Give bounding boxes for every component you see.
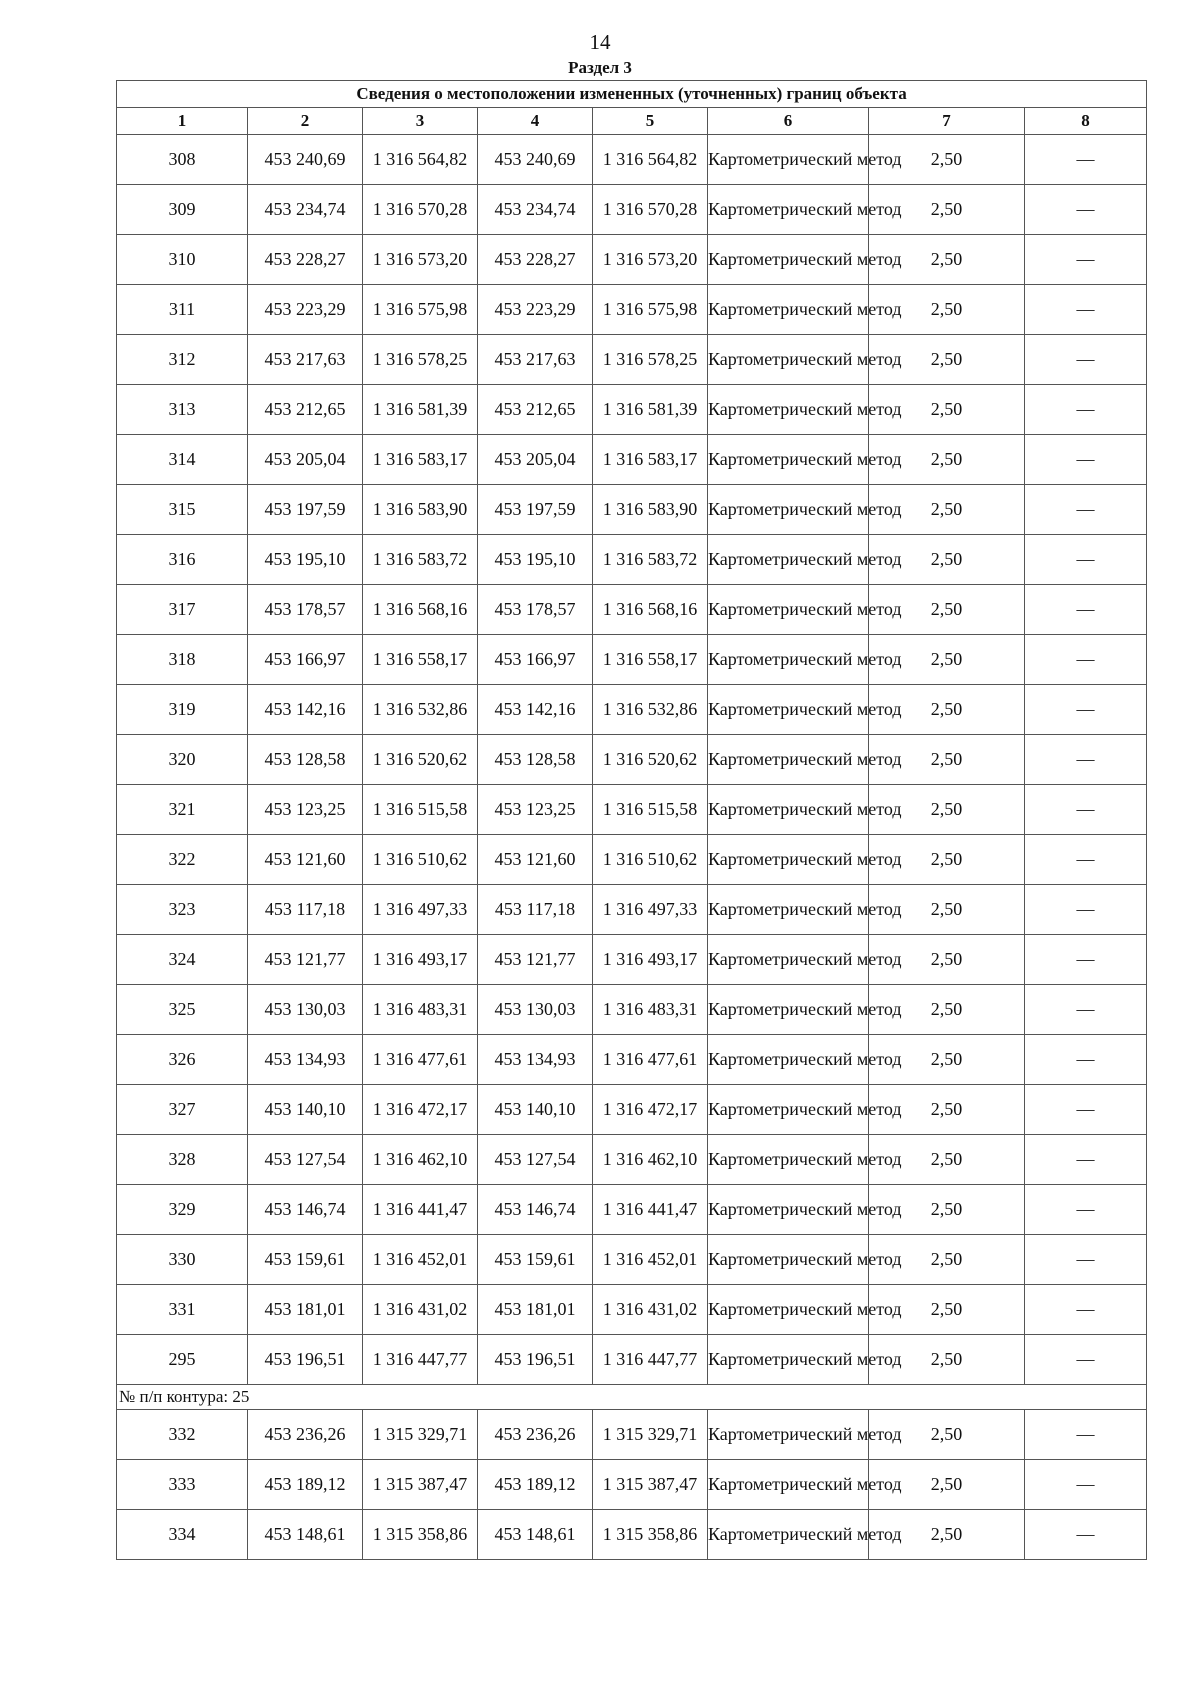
point-number-cell: 327 [117,1085,248,1135]
y-new-cell: 1 316 477,61 [593,1035,708,1085]
x-new-cell: 453 123,25 [478,785,593,835]
method-cell: Картометрический метод [708,285,869,335]
precision-cell: 2,50 [869,735,1025,785]
y-existing-cell: 1 316 472,17 [363,1085,478,1135]
x-new-cell: 453 127,54 [478,1135,593,1185]
column-number: 3 [363,108,478,135]
x-existing-cell: 453 146,74 [248,1185,363,1235]
x-existing-cell: 453 240,69 [248,135,363,185]
section-title: Раздел 3 [568,58,632,77]
x-existing-cell: 453 130,03 [248,985,363,1035]
point-number-cell: 318 [117,635,248,685]
precision-cell: 2,50 [869,335,1025,385]
precision-cell: 2,50 [869,385,1025,435]
method-cell: Картометрический метод [708,1285,869,1335]
x-existing-cell: 453 212,65 [248,385,363,435]
page-number: 14 [589,30,611,54]
x-existing-cell: 453 236,26 [248,1410,363,1460]
method-cell: Картометрический метод [708,885,869,935]
method-cell: Картометрический метод [708,1510,869,1560]
precision-cell: 2,50 [869,1035,1025,1085]
y-new-cell: 1 316 564,82 [593,135,708,185]
note-cell: — [1025,485,1147,535]
note-cell: — [1025,1285,1147,1335]
point-number-cell: 322 [117,835,248,885]
table-row [117,1185,1147,1235]
y-existing-cell: 1 316 477,61 [363,1035,478,1085]
x-existing-cell: 453 121,60 [248,835,363,885]
x-existing-cell: 453 142,16 [248,685,363,735]
y-existing-cell: 1 316 558,17 [363,635,478,685]
point-number-cell: 308 [117,135,248,185]
precision-cell: 2,50 [869,685,1025,735]
y-existing-cell: 1 316 497,33 [363,885,478,935]
y-existing-cell: 1 316 515,58 [363,785,478,835]
table-row [117,1410,1147,1460]
note-cell: — [1025,335,1147,385]
x-new-cell: 453 166,97 [478,635,593,685]
y-existing-cell: 1 316 441,47 [363,1185,478,1235]
x-new-cell: 453 240,69 [478,135,593,185]
x-new-cell: 453 189,12 [478,1460,593,1510]
point-number-cell: 311 [117,285,248,335]
method-cell: Картометрический метод [708,135,869,185]
method-cell: Картометрический метод [708,535,869,585]
point-number-cell: 332 [117,1410,248,1460]
method-cell: Картометрический метод [708,1085,869,1135]
point-number-cell: 313 [117,385,248,435]
table-row [117,385,1147,435]
method-cell: Картометрический метод [708,235,869,285]
x-new-cell: 453 236,26 [478,1410,593,1460]
point-number-cell: 329 [117,1185,248,1235]
y-new-cell: 1 316 578,25 [593,335,708,385]
y-new-cell: 1 316 441,47 [593,1185,708,1235]
note-cell: — [1025,735,1147,785]
point-number-cell: 326 [117,1035,248,1085]
note-cell: — [1025,535,1147,585]
method-cell: Картометрический метод [708,185,869,235]
x-new-cell: 453 117,18 [478,885,593,935]
x-existing-cell: 453 159,61 [248,1235,363,1285]
y-existing-cell: 1 316 573,20 [363,235,478,285]
y-existing-cell: 1 316 462,10 [363,1135,478,1185]
column-number: 4 [478,108,593,135]
y-new-cell: 1 316 452,01 [593,1235,708,1285]
precision-cell: 2,50 [869,585,1025,635]
method-cell: Картометрический метод [708,935,869,985]
x-existing-cell: 453 189,12 [248,1460,363,1510]
x-new-cell: 453 197,59 [478,485,593,535]
x-existing-cell: 453 121,77 [248,935,363,985]
method-cell: Картометрический метод [708,335,869,385]
table-row [117,735,1147,785]
method-cell: Картометрический метод [708,1185,869,1235]
contour-row [117,1385,1147,1410]
point-number-cell: 333 [117,1460,248,1510]
note-cell: — [1025,435,1147,485]
x-existing-cell: 453 223,29 [248,285,363,335]
point-number-cell: 310 [117,235,248,285]
table-row [117,135,1147,185]
table-body [117,135,1147,1560]
note-cell: — [1025,1085,1147,1135]
precision-cell: 2,50 [869,985,1025,1035]
x-existing-cell: 453 127,54 [248,1135,363,1185]
y-new-cell: 1 316 581,39 [593,385,708,435]
y-new-cell: 1 316 462,10 [593,1135,708,1185]
y-new-cell: 1 316 532,86 [593,685,708,735]
note-cell: — [1025,885,1147,935]
y-new-cell: 1 316 575,98 [593,285,708,335]
table-row [117,435,1147,485]
x-existing-cell: 453 134,93 [248,1035,363,1085]
point-number-cell: 309 [117,185,248,235]
y-new-cell: 1 316 510,62 [593,835,708,885]
note-cell: — [1025,685,1147,735]
y-new-cell: 1 316 493,17 [593,935,708,985]
precision-cell: 2,50 [869,1185,1025,1235]
note-cell: — [1025,835,1147,885]
y-new-cell: 1 316 431,02 [593,1285,708,1335]
point-number-cell: 328 [117,1135,248,1185]
x-new-cell: 453 130,03 [478,985,593,1035]
table-row [117,1460,1147,1510]
y-existing-cell: 1 316 581,39 [363,385,478,435]
point-number-cell: 295 [117,1335,248,1385]
column-number: 1 [117,108,248,135]
table-row [117,485,1147,535]
x-existing-cell: 453 217,63 [248,335,363,385]
y-new-cell: 1 316 447,77 [593,1335,708,1385]
note-cell: — [1025,1235,1147,1285]
x-existing-cell: 453 228,27 [248,235,363,285]
method-cell: Картометрический метод [708,1135,869,1185]
precision-cell: 2,50 [869,135,1025,185]
point-number-cell: 320 [117,735,248,785]
y-new-cell: 1 316 515,58 [593,785,708,835]
x-new-cell: 453 181,01 [478,1285,593,1335]
table-row [117,635,1147,685]
table-row [117,235,1147,285]
point-number-cell: 315 [117,485,248,535]
note-cell: — [1025,1185,1147,1235]
y-existing-cell: 1 316 431,02 [363,1285,478,1335]
precision-cell: 2,50 [869,1510,1025,1560]
table-caption: Сведения о местоположении измененных (уточненных) границ объекта [117,81,1147,108]
method-cell: Картометрический метод [708,1335,869,1385]
y-new-cell: 1 316 583,90 [593,485,708,535]
y-existing-cell: 1 316 583,90 [363,485,478,535]
precision-cell: 2,50 [869,1335,1025,1385]
x-new-cell: 453 134,93 [478,1035,593,1085]
x-new-cell: 453 128,58 [478,735,593,785]
method-cell: Картометрический метод [708,985,869,1035]
note-cell: — [1025,1135,1147,1185]
x-existing-cell: 453 181,01 [248,1285,363,1335]
point-number-cell: 331 [117,1285,248,1335]
x-existing-cell: 453 123,25 [248,785,363,835]
column-number: 8 [1025,108,1147,135]
note-cell: — [1025,285,1147,335]
y-existing-cell: 1 316 493,17 [363,935,478,985]
x-new-cell: 453 121,77 [478,935,593,985]
table-row [117,685,1147,735]
x-new-cell: 453 121,60 [478,835,593,885]
point-number-cell: 316 [117,535,248,585]
method-cell: Картометрический метод [708,485,869,535]
precision-cell: 2,50 [869,285,1025,335]
y-new-cell: 1 316 568,16 [593,585,708,635]
x-new-cell: 453 196,51 [478,1335,593,1385]
note-cell: — [1025,1510,1147,1560]
y-new-cell: 1 315 387,47 [593,1460,708,1510]
precision-cell: 2,50 [869,1460,1025,1510]
y-existing-cell: 1 316 570,28 [363,185,478,235]
x-existing-cell: 453 195,10 [248,535,363,585]
point-number-cell: 334 [117,1510,248,1560]
method-cell: Картометрический метод [708,635,869,685]
y-existing-cell: 1 316 583,17 [363,435,478,485]
x-new-cell: 453 140,10 [478,1085,593,1135]
precision-cell: 2,50 [869,635,1025,685]
precision-cell: 2,50 [869,935,1025,985]
precision-cell: 2,50 [869,885,1025,935]
table-row [117,1285,1147,1335]
method-cell: Картометрический метод [708,785,869,835]
precision-cell: 2,50 [869,785,1025,835]
column-number: 7 [869,108,1025,135]
precision-cell: 2,50 [869,235,1025,285]
y-existing-cell: 1 316 578,25 [363,335,478,385]
point-number-cell: 324 [117,935,248,985]
note-cell: — [1025,1035,1147,1085]
method-cell: Картометрический метод [708,1235,869,1285]
y-existing-cell: 1 316 483,31 [363,985,478,1035]
method-cell: Картометрический метод [708,385,869,435]
y-existing-cell: 1 316 583,72 [363,535,478,585]
boundary-coordinates-table [116,80,1147,1560]
table-row [117,1035,1147,1085]
contour-label: № п/п контура: 25 [117,1385,1147,1410]
note-cell: — [1025,235,1147,285]
column-number: 5 [593,108,708,135]
y-new-cell: 1 316 472,17 [593,1085,708,1135]
y-existing-cell: 1 316 452,01 [363,1235,478,1285]
point-number-cell: 325 [117,985,248,1035]
note-cell: — [1025,1410,1147,1460]
table-row [117,835,1147,885]
table-row [117,285,1147,335]
method-cell: Картометрический метод [708,835,869,885]
note-cell: — [1025,935,1147,985]
x-existing-cell: 453 196,51 [248,1335,363,1385]
y-existing-cell: 1 316 520,62 [363,735,478,785]
x-new-cell: 453 217,63 [478,335,593,385]
x-new-cell: 453 223,29 [478,285,593,335]
y-new-cell: 1 316 483,31 [593,985,708,1035]
precision-cell: 2,50 [869,1135,1025,1185]
method-cell: Картометрический метод [708,735,869,785]
note-cell: — [1025,785,1147,835]
x-existing-cell: 453 117,18 [248,885,363,935]
table-row [117,785,1147,835]
y-new-cell: 1 316 520,62 [593,735,708,785]
x-existing-cell: 453 128,58 [248,735,363,785]
method-cell: Картометрический метод [708,585,869,635]
table-row [117,1085,1147,1135]
y-existing-cell: 1 315 358,86 [363,1510,478,1560]
precision-cell: 2,50 [869,435,1025,485]
table-row [117,585,1147,635]
precision-cell: 2,50 [869,1285,1025,1335]
y-existing-cell: 1 316 564,82 [363,135,478,185]
table-row [117,1135,1147,1185]
column-number: 6 [708,108,869,135]
note-cell: — [1025,185,1147,235]
note-cell: — [1025,135,1147,185]
y-new-cell: 1 316 558,17 [593,635,708,685]
table-row [117,535,1147,585]
x-new-cell: 453 195,10 [478,535,593,585]
precision-cell: 2,50 [869,485,1025,535]
y-new-cell: 1 316 583,72 [593,535,708,585]
x-new-cell: 453 228,27 [478,235,593,285]
table-row [117,885,1147,935]
method-cell: Картометрический метод [708,1035,869,1085]
note-cell: — [1025,985,1147,1035]
method-cell: Картометрический метод [708,685,869,735]
table-row [117,985,1147,1035]
method-cell: Картометрический метод [708,435,869,485]
y-new-cell: 1 316 497,33 [593,885,708,935]
point-number-cell: 312 [117,335,248,385]
x-existing-cell: 453 140,10 [248,1085,363,1135]
precision-cell: 2,50 [869,1085,1025,1135]
table-row [117,1510,1147,1560]
table-row [117,935,1147,985]
x-new-cell: 453 205,04 [478,435,593,485]
x-new-cell: 453 142,16 [478,685,593,735]
point-number-cell: 317 [117,585,248,635]
point-number-cell: 321 [117,785,248,835]
point-number-cell: 323 [117,885,248,935]
precision-cell: 2,50 [869,1235,1025,1285]
y-existing-cell: 1 315 329,71 [363,1410,478,1460]
x-existing-cell: 453 166,97 [248,635,363,685]
x-new-cell: 453 234,74 [478,185,593,235]
column-number: 2 [248,108,363,135]
x-new-cell: 453 148,61 [478,1510,593,1560]
y-new-cell: 1 315 358,86 [593,1510,708,1560]
y-new-cell: 1 316 583,17 [593,435,708,485]
y-existing-cell: 1 315 387,47 [363,1460,478,1510]
x-new-cell: 453 212,65 [478,385,593,435]
x-existing-cell: 453 197,59 [248,485,363,535]
y-existing-cell: 1 316 575,98 [363,285,478,335]
x-existing-cell: 453 178,57 [248,585,363,635]
y-new-cell: 1 315 329,71 [593,1410,708,1460]
method-cell: Картометрический метод [708,1410,869,1460]
x-new-cell: 453 159,61 [478,1235,593,1285]
precision-cell: 2,50 [869,185,1025,235]
note-cell: — [1025,1335,1147,1385]
column-number-row [117,108,1147,135]
precision-cell: 2,50 [869,1410,1025,1460]
point-number-cell: 314 [117,435,248,485]
y-existing-cell: 1 316 447,77 [363,1335,478,1385]
method-cell: Картометрический метод [708,1460,869,1510]
table-row [117,185,1147,235]
y-existing-cell: 1 316 510,62 [363,835,478,885]
y-new-cell: 1 316 573,20 [593,235,708,285]
y-existing-cell: 1 316 568,16 [363,585,478,635]
note-cell: — [1025,385,1147,435]
table-row [117,1235,1147,1285]
precision-cell: 2,50 [869,535,1025,585]
point-number-cell: 330 [117,1235,248,1285]
note-cell: — [1025,1460,1147,1510]
y-new-cell: 1 316 570,28 [593,185,708,235]
x-existing-cell: 453 205,04 [248,435,363,485]
x-new-cell: 453 178,57 [478,585,593,635]
precision-cell: 2,50 [869,835,1025,885]
table-row [117,1335,1147,1385]
x-existing-cell: 453 234,74 [248,185,363,235]
note-cell: — [1025,635,1147,685]
x-existing-cell: 453 148,61 [248,1510,363,1560]
x-new-cell: 453 146,74 [478,1185,593,1235]
note-cell: — [1025,585,1147,635]
y-existing-cell: 1 316 532,86 [363,685,478,735]
point-number-cell: 319 [117,685,248,735]
table-row [117,335,1147,385]
